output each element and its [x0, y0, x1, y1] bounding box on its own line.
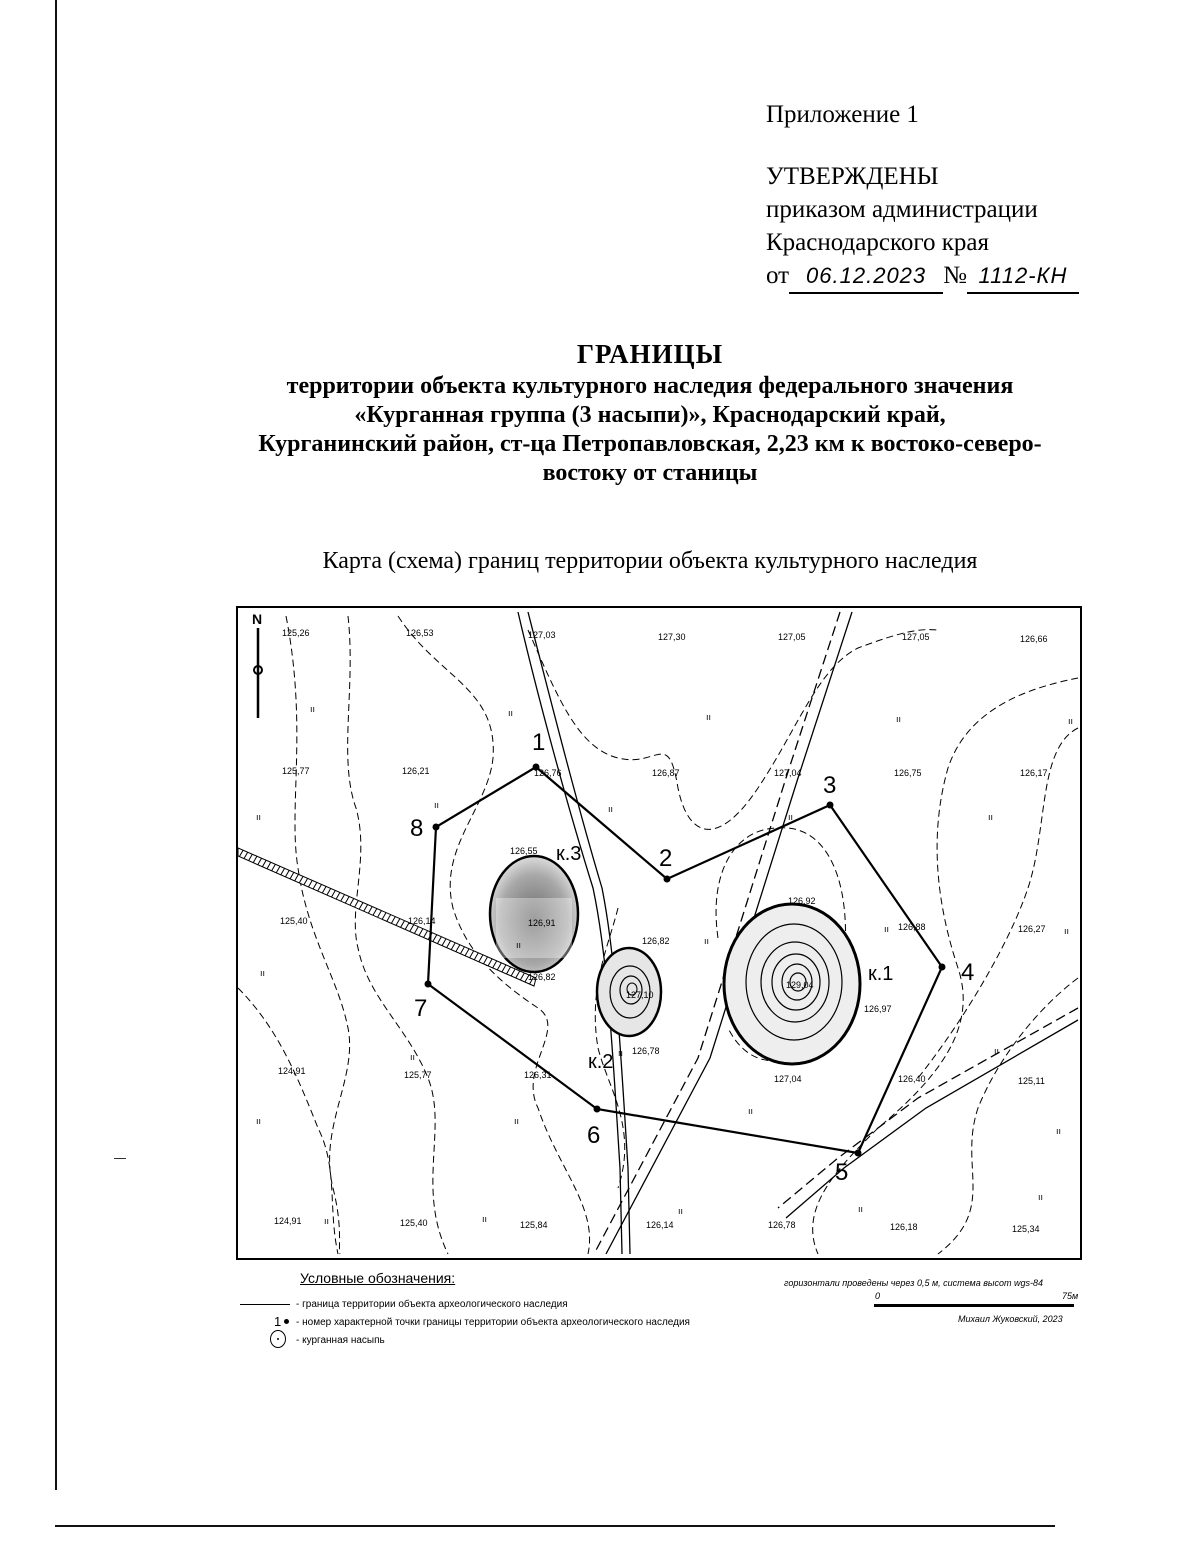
svg-text:ıı: ıı — [482, 1214, 488, 1224]
legend-item-mound — [240, 1332, 385, 1348]
boundary-vertex — [594, 1106, 601, 1113]
elevation-mark: 127,30 — [658, 632, 686, 642]
boundary-map — [236, 606, 1082, 1260]
svg-text:ıı: ıı — [858, 1204, 864, 1214]
elevation-mark: 129,04 — [786, 980, 814, 990]
elevation-mark: 125,77 — [282, 766, 310, 776]
annex-label: Приложение 1 — [766, 101, 919, 128]
elevation-mark: 126,17 — [1020, 768, 1048, 778]
elevation-mark: 126,82 — [528, 972, 556, 982]
svg-text:ıı: ıı — [516, 940, 522, 950]
elevation-mark: 127,10 — [626, 990, 654, 1000]
elevation-mark: 127,04 — [774, 768, 802, 778]
map-caption: Карта (схема) границ территории объекта культурного наследия — [322, 548, 978, 574]
boundary-vertex — [827, 802, 834, 809]
svg-text:ıı: ıı — [1064, 926, 1070, 936]
vegetation-symbols — [256, 704, 1073, 1226]
map-canvas — [238, 608, 1080, 1258]
elevation-mark: 126,76 — [534, 768, 562, 778]
svg-text:ıı: ıı — [514, 1116, 520, 1126]
scale-end-label: 75м — [1062, 1291, 1079, 1301]
elevation-mark: 125,34 — [1012, 1224, 1040, 1234]
svg-text:ıı: ıı — [260, 968, 266, 978]
svg-text:ıı: ıı — [256, 812, 262, 822]
svg-text:ıı: ıı — [988, 812, 994, 822]
boundary-vertex — [664, 876, 671, 883]
elevation-mark: 126,88 — [898, 922, 926, 932]
mound-label-k2: к.2 — [588, 1051, 614, 1073]
svg-text:ıı: ıı — [256, 1116, 262, 1126]
elevation-mark: 126,91 — [528, 918, 556, 928]
svg-text:ıı: ıı — [508, 708, 514, 718]
boundary-vertex — [855, 1150, 862, 1157]
scale-bar — [874, 1304, 1074, 1307]
elevation-mark: 126,92 — [788, 896, 816, 906]
territory-boundary — [428, 767, 942, 1153]
handwritten-number: 1112-КН — [967, 259, 1079, 294]
elevation-mark: 125,11 — [1018, 1076, 1045, 1086]
svg-text:ıı: ıı — [788, 812, 794, 822]
elevation-mark: 126,27 — [1018, 924, 1046, 934]
elevation-mark: 127,04 — [774, 1074, 802, 1084]
svg-text:ıı: ıı — [706, 712, 712, 722]
title-line-1: территории объекта культурного наследия федерального значения — [286, 373, 1014, 399]
svg-text:ıı: ıı — [310, 704, 316, 714]
elevation-mark: 126,78 — [768, 1220, 796, 1230]
legend-title: Условные обозначения: — [300, 1270, 456, 1286]
elevation-mark: 126,87 — [652, 768, 680, 778]
legend-item-boundary — [240, 1296, 568, 1312]
svg-text:ıı: ıı — [1038, 1192, 1044, 1202]
elevation-mark: 126,21 — [402, 766, 430, 776]
title-line-4: востоку от станицы — [542, 460, 758, 486]
point-number-icon — [240, 1314, 296, 1330]
document-title-block — [150, 336, 1150, 488]
scan-edge-line — [55, 0, 57, 1490]
elevation-mark: 124,91 — [274, 1216, 302, 1226]
scan-mark — [114, 1158, 126, 1159]
svg-text:ıı: ıı — [618, 1048, 624, 1058]
elevation-mark: 125,40 — [280, 916, 308, 926]
legend-text-mound: - курганная насыпь — [296, 1334, 385, 1346]
boundary-line-icon — [240, 1296, 296, 1312]
point-label-8: 8 — [410, 815, 424, 842]
svg-text:ıı: ıı — [704, 936, 710, 946]
date-number-line — [766, 259, 1166, 294]
boundary-vertex — [425, 981, 432, 988]
mound-circle-icon — [240, 1332, 296, 1348]
elevation-mark: 127,05 — [902, 632, 930, 642]
elevation-mark: 126,75 — [894, 768, 922, 778]
elevation-mark: 125,26 — [282, 628, 310, 638]
point-label-2: 2 — [659, 845, 673, 872]
elevation-mark: 127,03 — [528, 630, 556, 640]
elevation-mark: 126,31 — [524, 1070, 552, 1080]
handwritten-date: 06.12.2023 — [789, 259, 943, 294]
elevation-mark: 126,18 — [890, 1222, 918, 1232]
point-label-7: 7 — [414, 995, 428, 1022]
svg-text:ıı: ıı — [896, 714, 902, 724]
approval-block — [766, 160, 1166, 294]
date-prefix: от — [766, 262, 790, 289]
title-line-3: Курганинский район, ст-ца Петропавловская, 2,23 км к востоко-северо- — [258, 431, 1042, 457]
svg-text:ıı: ıı — [324, 1216, 330, 1226]
elevation-mark: 126,14 — [646, 1220, 674, 1230]
elevation-mark: 125,77 — [404, 1070, 432, 1080]
north-label: N — [252, 611, 263, 627]
point-label-6: 6 — [587, 1122, 601, 1149]
boundary-vertices — [425, 764, 946, 1157]
legend-text-boundary: - граница территории объекта археологического наследия — [296, 1298, 568, 1310]
svg-text:ıı: ıı — [410, 1052, 416, 1062]
mound-label-k3: к.3 — [556, 843, 582, 865]
svg-text:ıı: ıı — [884, 924, 890, 934]
point-label-5: 5 — [835, 1159, 849, 1186]
elevation-marks — [274, 628, 1048, 1234]
document-title: ГРАНИЦЫ — [576, 339, 724, 369]
svg-text:ıı: ıı — [994, 1046, 1000, 1056]
boundary-vertex — [433, 824, 440, 831]
legend-text-point: - номер характерной точки границы территории объекта археологического наследия — [296, 1316, 690, 1328]
mound-label-k1: к.1 — [868, 963, 894, 985]
elevation-mark: 127,05 — [778, 632, 806, 642]
elevation-mark: 126,82 — [642, 936, 670, 946]
elevation-mark: 126,55 — [510, 846, 538, 856]
title-line-2: «Курганная группа (3 насыпи)», Краснодарский край, — [354, 402, 946, 428]
elevation-mark: 126,53 — [406, 628, 434, 638]
elevation-mark: 126,14 — [408, 916, 436, 926]
elevation-mark: 126,97 — [864, 1004, 892, 1014]
contour-lines — [238, 616, 1078, 1254]
svg-text:ıı: ıı — [1056, 1126, 1062, 1136]
elevation-mark: 125,84 — [520, 1220, 548, 1230]
boundary-vertex — [939, 964, 946, 971]
elevation-mark: 124,91 — [278, 1066, 306, 1076]
elevation-mark: 125,40 — [400, 1218, 428, 1228]
legend-point-label: 1 — [274, 1314, 282, 1329]
point-label-1: 1 — [532, 729, 546, 756]
elevation-mark: 126,40 — [898, 1074, 926, 1084]
approval-header — [766, 98, 1166, 294]
number-prefix: № — [943, 262, 967, 289]
approval-line-1: приказом администрации — [766, 196, 1038, 223]
svg-text:ıı: ıı — [1068, 716, 1074, 726]
approval-line-2: Краснодарского края — [766, 229, 989, 256]
svg-text:ıı: ıı — [748, 1106, 754, 1116]
svg-text:ıı: ıı — [434, 800, 440, 810]
point-label-3: 3 — [823, 772, 837, 799]
author-credit: Михаил Жуковский, 2023 — [958, 1314, 1063, 1324]
mound-k3 — [490, 856, 578, 972]
scale-start-label: 0 — [875, 1291, 881, 1301]
point-label-4: 4 — [961, 959, 975, 986]
svg-text:ıı: ıı — [608, 804, 614, 814]
svg-text:ıı: ıı — [678, 1206, 684, 1216]
legend-item-point — [240, 1314, 690, 1330]
north-arrow-icon — [252, 611, 262, 718]
contour-note: горизонтали проведены через 0,5 м, система высот wgs-84 — [784, 1278, 1044, 1288]
approved-label: УТВЕРЖДЕНЫ — [766, 163, 939, 190]
elevation-mark: 126,66 — [1020, 634, 1048, 644]
elevation-mark: 126,78 — [632, 1046, 660, 1056]
scan-bottom-line — [55, 1525, 1055, 1527]
